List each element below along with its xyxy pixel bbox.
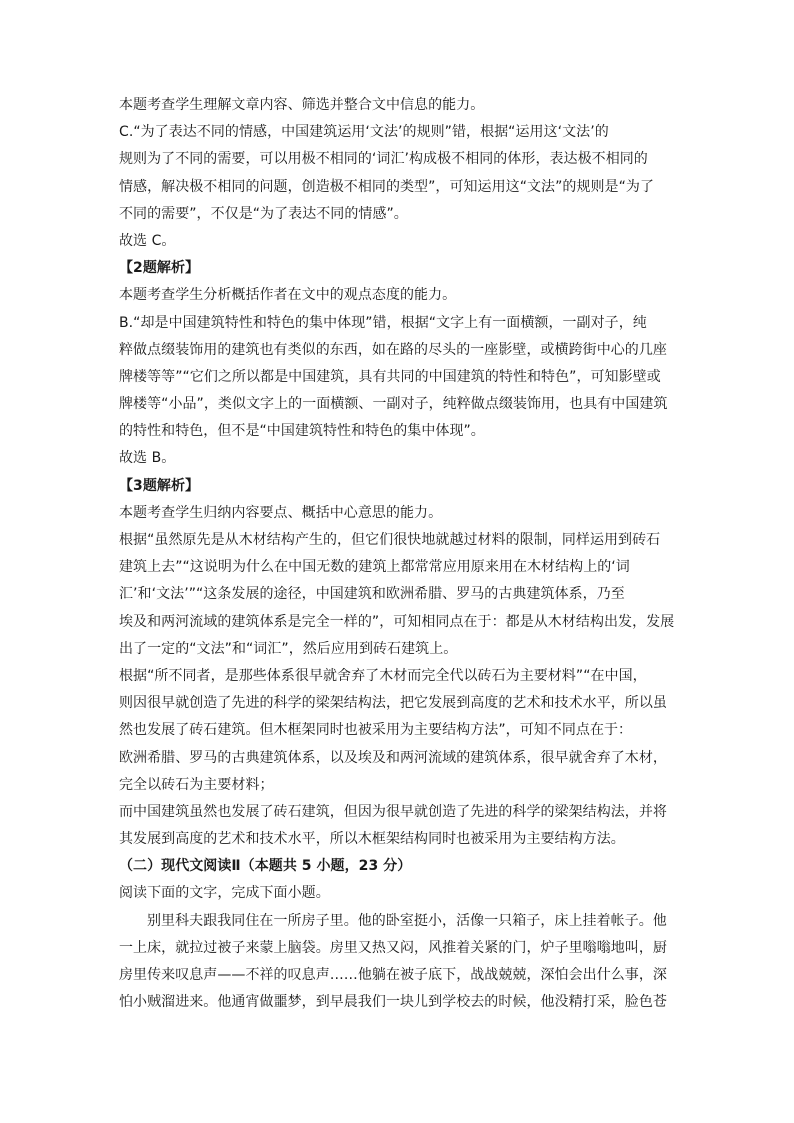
- text-line: 建筑上去”“这说明为什么在中国无数的建筑上都常常应用原来用在木材结构上的‘词: [119, 559, 630, 576]
- text-line: 一上床，就拉过被子来蒙上脑袋。房里又热又闷，风推着关紧的门，炉子里嗡嗡地叫，厨: [119, 939, 667, 956]
- document-body: [119, 92, 675, 1016]
- text-line: B.“却是中国建筑特性和特色的集中体现”错，根据“文字上有一面横额，一副对子，纯: [119, 314, 647, 331]
- text-line: 则因很早就创造了先进的科学的梁架结构法，把它发展到高度的艺术和技术水平，所以虽: [119, 695, 667, 712]
- text-line: 欧洲希腊、罗马的古典建筑体系，以及埃及和两河流域的建筑体系，很早就舍弃了木材，: [119, 749, 667, 766]
- text-line: 完全以砖石为主要材料；: [119, 776, 274, 793]
- text-line: 根据“所不同者，是那些体系很早就舍弃了木材而完全代以砖石为主要材料”“在中国，: [119, 667, 647, 684]
- text-line: 埃及和两河流域的建筑体系是完全一样的”，可知相同点在于：都是从木材结构出发，发展: [119, 613, 675, 630]
- text-line: 而中国建筑虽然也发展了砖石建筑，但因为很早就创造了先进的科学的梁架结构法，并将: [119, 803, 667, 820]
- text-line: 怕小贼溜进来。他通宵做噩梦，到早晨我们一块儿到学校去的时候，他没精打采，脸色苍: [119, 994, 667, 1011]
- text-line: 粹做点缀装饰用的建筑也有类似的东西，如在路的尽头的一座影壁，或横跨街中心的几座: [119, 341, 667, 358]
- text-line: 规则为了不同的需要，可以用极不相同的‘词汇’构成极不相同的体形，表达极不相同的: [119, 151, 648, 168]
- section-heading: 【2题解析】: [119, 260, 200, 277]
- section-heading: （二）现代文阅读Ⅱ（本题共 5 小题，23 分）: [119, 858, 412, 875]
- text-line: 阅读下面的文字，完成下面小题。: [119, 885, 330, 902]
- text-line: 不同的需要”，不仅是“为了表达不同的情感”。: [119, 205, 408, 222]
- text-line: 牌楼等“小品”，类似文字上的一面横额、一副对子，纯粹做点缀装饰用，也具有中国建筑: [119, 396, 668, 413]
- text-line: 根据“虽然原先是从木材结构产生的，但它们很快地就越过材料的限制，同样运用到砖石: [119, 532, 661, 548]
- text-line: 故选 B。: [119, 450, 176, 467]
- text-line: 本题考查学生归纳内容要点、概括中心意思的能力。: [119, 504, 443, 521]
- text-line: 然也发展了砖石建筑。但木框架同时也被采用为主要结构方法”，可知不同点在于：: [119, 722, 633, 739]
- text-line: 本题考查学生理解文章内容、筛选并整合文中信息的能力。: [119, 97, 485, 113]
- text-line: 房里传来叹息声——不祥的叹息声……他躺在被子底下，战战兢兢，深怕会出什么事，深: [119, 967, 667, 983]
- text-line: 出了一定的“文法”和“词汇”，然后应用到砖石建筑上。: [119, 640, 458, 657]
- text-line: 的特性和特色，但不是“中国建筑特性和特色的集中体现”。: [119, 423, 485, 440]
- text-line: 牌楼等等”“它们之所以都是中国建筑，具有共同的中国建筑的特性和特色”，可知影壁或: [119, 368, 661, 385]
- text-line: 别里科夫跟我同住在一所房子里。他的卧室挺小，活像一只箱子，床上挂着帐子。他: [147, 912, 667, 929]
- text-line: C.“为了表达不同的情感，中国建筑运用‘文法’的规则”错，根据“运用这‘文法’的: [119, 124, 609, 141]
- section-heading: 【3题解析】: [119, 477, 200, 494]
- text-line: 情感，解决极不相同的问题，创造极不相同的类型”，可知运用这“文法”的规则是“为了: [119, 178, 655, 195]
- text-line: 其发展到高度的艺术和技术水平，所以木框架结构同时也被采用为主要结构方法。: [119, 831, 625, 848]
- text-line: 本题考查学生分析概括作者在文中的观点态度的能力。: [119, 287, 457, 304]
- text-line: 汇’和‘文法’”“这条发展的途径，中国建筑和欧洲希腊、罗马的古典建筑体系，乃至: [119, 586, 625, 603]
- text-line: 故选 C。: [119, 232, 176, 249]
